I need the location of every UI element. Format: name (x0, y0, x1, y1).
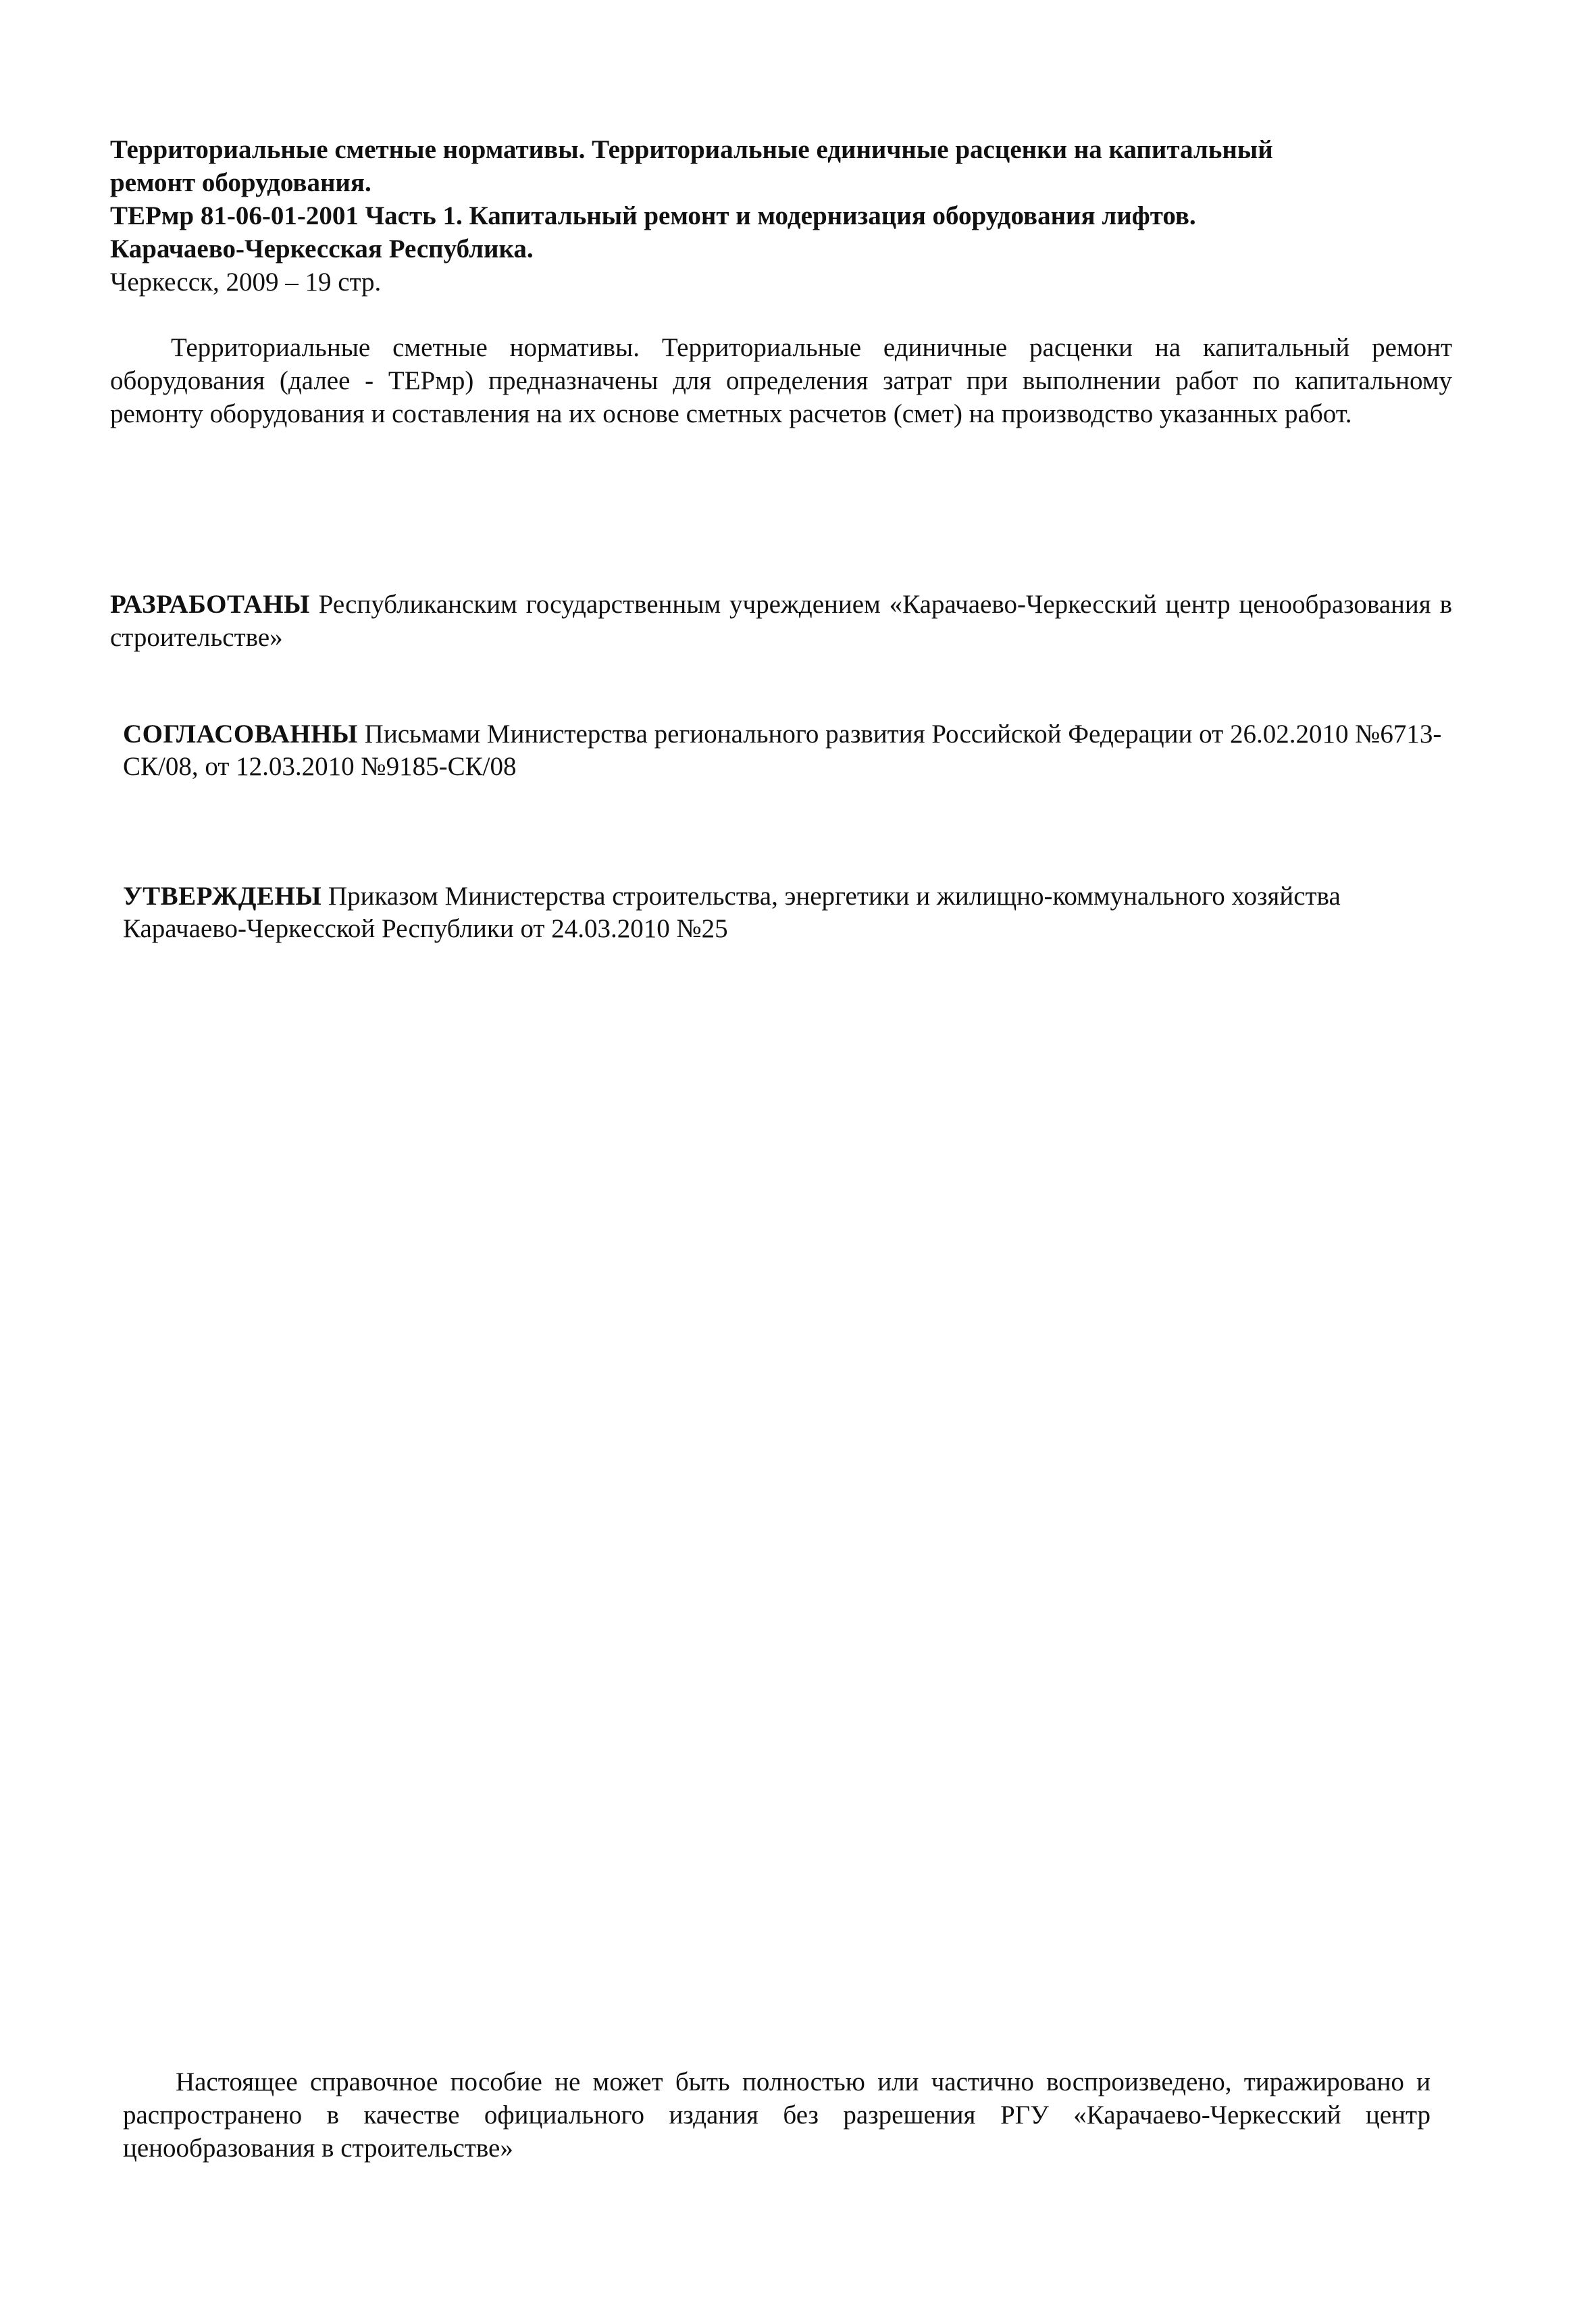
developed-by-label: РАЗРАБОТАНЫ (110, 590, 310, 619)
agreed-text: Письмами Министерства регионального развития Российской Федерации от 26.02.2010 №6713-СК/08, от 12.03.2010 №9185-СК/08 (123, 720, 1442, 781)
approved-label: УТВЕРЖДЕНЫ (123, 882, 322, 911)
header-title-line-1: Территориальные сметные нормативы. Территориальные единичные расценки на капитальный (110, 135, 1273, 164)
approved-text: Приказом Министерства строительства, энергетики и жилищно-коммунального хозяйства Карачаево-Черкесской Республики от 24.03.2010 №25 (123, 882, 1341, 943)
intro-paragraph: Территориальные сметные нормативы. Территориальные единичные расценки на капитальный ремонт оборудования (далее - ТЕРмр) предназначены для определения затрат при выполнении работ по капитальному ремонту оборудования и составления на их основе сметных расчетов (смет) на производство указанных работ. (110, 333, 1452, 428)
document-header (110, 133, 1427, 299)
header-title-line-2: ремонт оборудования. (110, 168, 371, 197)
header-document-code: ТЕРмр 81-06-01-2001 Часть 1. Капитальный ремонт и модернизация оборудования лифтов. (110, 201, 1196, 230)
developed-by-text: Республиканским государственным учреждением «Карачаево-Черкесский центр ценообразования в строительстве» (110, 590, 1452, 652)
agreed-paragraph (123, 718, 1447, 783)
approved-paragraph (123, 880, 1447, 945)
agreed-label: СОГЛАСОВАННЫ (123, 720, 358, 749)
header-region: Карачаево-Черкесская Республика. (110, 234, 534, 263)
copyright-notice: Настоящее справочное пособие не может быть полностью или частично воспроизведено, тиражировано и распространено в качестве официального издания без разрешения РГУ «Карачаево-Черкесский центр ценообразования в строительстве» (123, 2067, 1431, 2163)
header-place-year-pages: Черкесск, 2009 – 19 стр. (110, 268, 382, 297)
developed-by-paragraph (110, 588, 1452, 654)
